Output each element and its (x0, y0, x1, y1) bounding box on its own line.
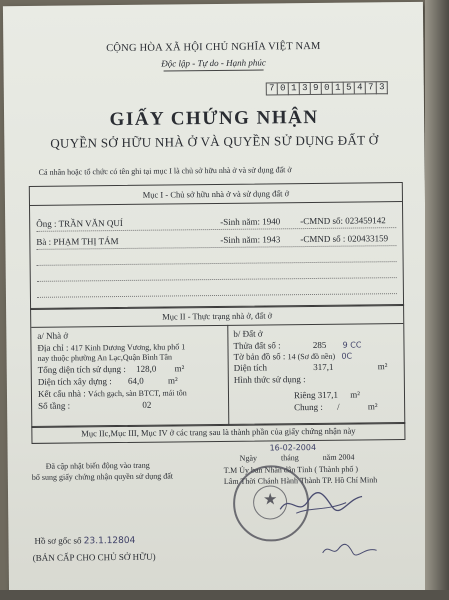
handwritten-note: 9 CC (342, 340, 362, 350)
address-label: Địa chỉ : (37, 342, 69, 353)
dotted-line (37, 293, 397, 298)
floors-value: 02 (142, 399, 152, 410)
authority-line2: Lâm Thời Chánh Hành Thành TP. Hồ Chí Minh (223, 475, 378, 486)
country-header: CỘNG HÒA XÃ HỘI CHỦ NGHĨA VIỆT NAM (106, 40, 321, 55)
private-row (294, 389, 360, 400)
date-month-label: tháng (280, 453, 299, 463)
area-unit: m² (367, 401, 378, 412)
map-value: 14 (Sơ đồ nền) (287, 351, 336, 362)
serial-digit: 5 (344, 82, 355, 95)
dotted-line (37, 261, 397, 266)
attachments-note: Mục IIc,Mục III, Mục IV ở các trang sau là thành phần của giấy chứng nhận này (81, 425, 356, 439)
address-value: 417 Kinh Dương Vương, khu phố 1 (70, 342, 186, 353)
birth-year: 1943 (262, 234, 281, 245)
serial-digit: 9 (311, 82, 322, 95)
id-label: -CMND số : (300, 233, 346, 245)
updates-note-line2: bổ sung giấy chứng nhận quyền sử dụng đất (31, 471, 173, 482)
original-file-row (34, 535, 135, 547)
parcel-value: 285 (312, 339, 327, 350)
issue-date (240, 453, 355, 463)
address-value-line2: nay thuộc phường An Lạc,Quận Bình Tân (37, 352, 173, 363)
section-property-heading: Mục II - Thực trạng nhà ở, đất ở (162, 310, 273, 322)
owner-copy-note: (BẢN CẤP CHO CHỦ SỞ HỮU) (32, 551, 156, 563)
parcel-row (233, 339, 361, 350)
floors-row (38, 400, 151, 411)
id-number: 023459142 (345, 215, 386, 226)
dotted-line (37, 277, 397, 282)
birth-label: -Sinh năm: (220, 234, 261, 245)
owner-id (300, 215, 386, 226)
land-area-value: 317,1 (313, 361, 334, 372)
motto: Độc lập - Tự do - Hạnh phúc (161, 57, 266, 69)
serial-digit: 1 (333, 82, 344, 95)
land-label: b/ Đất ở (233, 328, 263, 339)
section-owners (29, 182, 404, 310)
birth-label: -Sinh năm: (220, 216, 260, 227)
photo-edge-bottom (0, 590, 449, 600)
serial-digit: 7 (266, 82, 278, 95)
owner-id (300, 233, 388, 244)
motto-underline (164, 69, 264, 71)
photo-edge-right (425, 0, 449, 600)
column-divider (227, 325, 229, 425)
built-area-value: 64,0 (127, 375, 144, 386)
built-area-label: Diện tích xây dựng : (37, 376, 112, 387)
map-label: Tờ bản đồ số : (233, 351, 286, 362)
seal-star-icon: ★ (263, 491, 278, 509)
shared-label: Chung : (294, 401, 323, 413)
area-unit: m² (167, 375, 178, 386)
area-unit: m² (377, 361, 388, 372)
section-property (30, 304, 405, 428)
serial-digit: 1 (289, 82, 300, 95)
owner-birth (220, 234, 280, 245)
date-day-label: Ngày (239, 453, 258, 463)
authority-line1: T.M Ủy ban Nhân dân Tỉnh ( Thành phố ) (223, 464, 359, 475)
handwritten-note: 0C (341, 351, 353, 361)
owner-row (36, 236, 118, 247)
original-file-number: 23.1.12804 (83, 535, 136, 547)
serial-digit: 3 (300, 82, 311, 95)
owner-birth (220, 216, 280, 227)
area-unit: m² (174, 363, 185, 374)
serial-digit: 0 (322, 82, 333, 95)
usage-label: Hình thức sử dụng : (233, 374, 306, 385)
serial-digit: 0 (278, 82, 289, 95)
document-title: GIẤY CHỨNG NHẬN (109, 106, 319, 131)
handwritten-date: 16-02-2004 (269, 442, 317, 453)
structure-label: Kết cấu nhà : (37, 388, 86, 399)
section-attachments (31, 422, 405, 444)
owner-prefix: Bà : (36, 236, 52, 247)
divider (31, 323, 403, 328)
id-number: 020433159 (347, 233, 389, 244)
owner-name: PHẠM THỊ TÁM (53, 236, 119, 247)
total-area-label: Tổng diện tích sử dụng : (37, 363, 126, 375)
owner-prefix: Ông : (36, 218, 57, 229)
signature-name (321, 538, 381, 561)
serial-digit: 4 (355, 81, 366, 94)
floors-label: Số tầng : (38, 400, 71, 411)
parcel-label: Thửa đất số : (233, 340, 281, 351)
private-value: 317,1 (317, 389, 339, 400)
birth-year: 1940 (262, 216, 281, 227)
total-area-value: 128,0 (136, 363, 157, 374)
area-unit: m² (350, 389, 361, 400)
structure-value: Vách gạch, sàn BTCT, mái tôn (87, 388, 187, 399)
map-row (234, 351, 353, 362)
signature (276, 488, 366, 519)
total-area-row (38, 363, 185, 375)
intro-note: Cá nhân hoặc tổ chức có tên ghi tại mục I là chủ sở hữu nhà ở và sử dụng đất ở (38, 165, 292, 177)
built-area-row (38, 375, 178, 386)
house-label: a/ Nhà ở (37, 330, 69, 341)
id-label: -CMND số: (300, 215, 343, 227)
updates-note-line1: Đã cập nhật biến động vào trang (45, 460, 150, 471)
shared-row (294, 401, 378, 412)
document-subtitle: QUYỀN SỞ HỮU NHÀ Ở VÀ QUYỀN SỬ DỤNG ĐẤT Ở (50, 132, 379, 151)
serial-digit: 3 (377, 81, 388, 94)
address-row (37, 341, 185, 353)
structure-row (38, 387, 187, 399)
owner-row (36, 218, 123, 229)
owner-name: TRẦN VĂN QUÍ (58, 217, 123, 229)
serial-number (266, 81, 388, 95)
section-owners-heading: Mục I - Chủ sở hữu nhà ở và sử dụng đất ở (142, 188, 290, 200)
date-year-label: năm 2004 (322, 452, 355, 462)
certificate-paper (3, 2, 429, 598)
private-label: Riêng (293, 389, 316, 401)
land-area-row (234, 361, 388, 373)
original-file-label: Hồ sơ gốc số (34, 535, 82, 546)
land-area-label: Diện tích (233, 362, 268, 373)
serial-digit: 7 (366, 81, 377, 94)
divider (30, 201, 402, 206)
shared-value: / (337, 401, 340, 412)
